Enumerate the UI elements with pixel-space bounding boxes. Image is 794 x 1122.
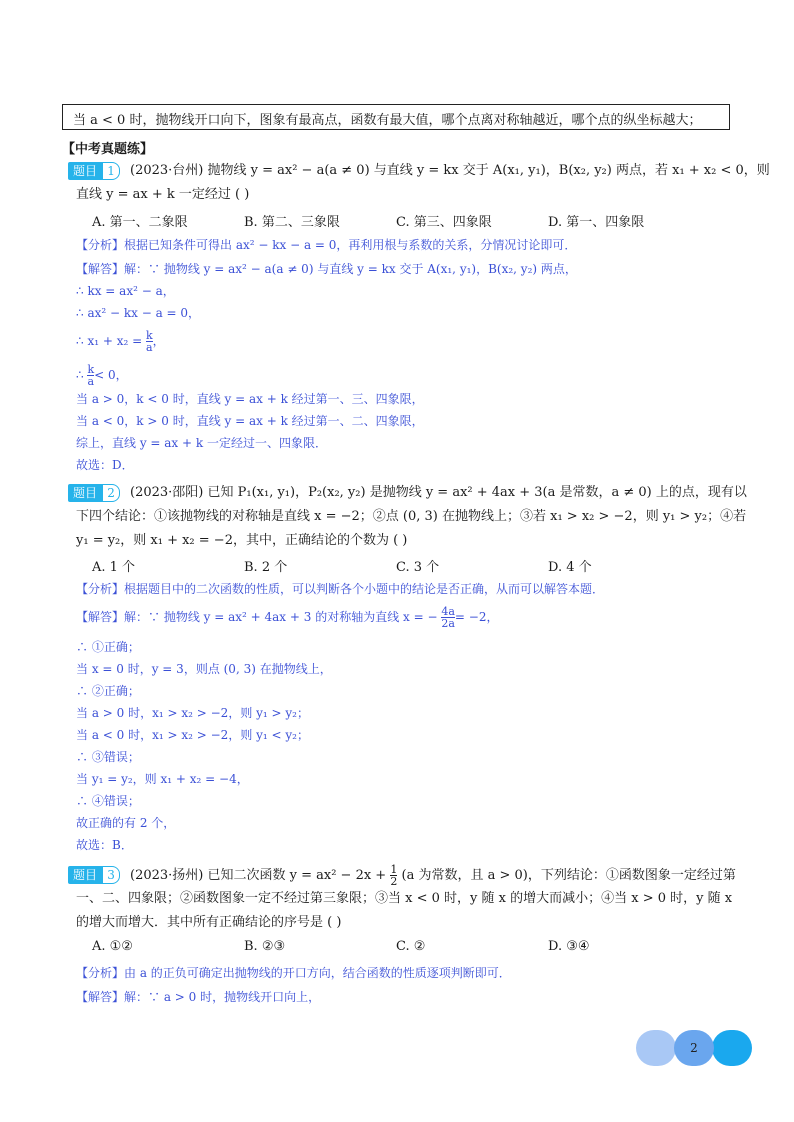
q2-solution-suffix: = −2， (454, 610, 499, 624)
page-number: 2 (690, 1041, 698, 1055)
q1-solution-suffix: ， (152, 334, 165, 348)
fraction-denominator: a (87, 375, 95, 388)
q3-solution-start: 【解答】解：∵ a > 0 时，抛物线开口向上， (76, 990, 321, 1004)
q1-option-c: C. 第三、四象限 (396, 215, 492, 230)
summary-text: 当 a < 0 时，抛物线开口向下，图象有最高点，函数有最大值，哪个点离对称轴越近，哪个点的纵坐标越大； (73, 113, 702, 128)
q1-stem-line1: (2023·台州) 抛物线 y = ax² − a(a ≠ 0) 与直线 y = kx 交于 A(x₁, y₁)，B(x₂, y₂) 两点，若 x₁ + x₂ < 0，则 (130, 163, 770, 178)
q2-solution-line: 当 x = 0 时，y = 3，则点 (0, 3) 在抛物线上， (76, 662, 332, 676)
page-number-badge (636, 1030, 752, 1066)
question-tag-2 (68, 484, 120, 502)
q1-analysis: 【分析】根据已知条件可得出 ax² − kx − a = 0，再利用根与系数的关系，分情况讨论即可． (76, 238, 577, 252)
question-tag-number: 2 (102, 484, 120, 502)
q2-option-d: D. 4 个 (548, 560, 592, 575)
q1-solution-prefix: ∴ x₁ + x₂ = (76, 334, 143, 348)
q2-option-c: C. 3 个 (396, 560, 440, 575)
q1-solution-line: 当 a < 0，k > 0 时，直线 y = ax + k 经过第一、二、四象限， (76, 414, 424, 428)
fraction-numerator: 4a (441, 605, 455, 618)
fraction-denominator: a (146, 341, 153, 354)
q3-stem-part-a: (2023·扬州) 已知二次函数 y = ax² − 2x + (130, 868, 387, 883)
q2-stem-line2: 下四个结论：①该抛物线的对称轴是直线 x = −2；②点 (0, 3) 在抛物线上；③若 x₁ > x₂ > −2，则 y₁ > y₂；④若 (76, 509, 747, 524)
q3-stem-line1 (130, 864, 736, 887)
q3-option-d: D. ③④ (548, 939, 590, 954)
q2-stem-line1: (2023·邵阳) 已知 P₁(x₁, y₁)，P₂(x₂, y₂) 是抛物线 y = ax² + 4ax + 3(a 是常数，a ≠ 0) 上的点，现有以 (130, 485, 747, 500)
q1-option-d: D. 第一、四象限 (548, 215, 645, 230)
q1-solution-prefix: ∴ (76, 368, 84, 382)
question-tag-number: 3 (102, 866, 120, 884)
q2-solution-line: 当 y₁ = y₂，则 x₁ + x₂ = −4， (76, 772, 249, 786)
q3-stem-part-b: (a 为常数，且 a > 0)，下列结论：①函数图象一定经过第 (401, 868, 736, 883)
pager-circle-right (712, 1030, 752, 1066)
question-tag-number: 1 (102, 162, 120, 180)
pager-circle-left (636, 1030, 676, 1066)
q3-stem-line2: 一、二、四象限；②函数图象一定不经过第三象限；③当 x < 0 时，y 随 x 的增大而减小；④当 x > 0 时，y 随 x (76, 891, 733, 906)
fraction-numerator: 1 (390, 863, 398, 876)
q1-option-b: B. 第二、三象限 (244, 215, 340, 230)
fraction-k-over-a (146, 330, 153, 353)
fraction-numerator: k (87, 363, 95, 376)
question-tag-1 (68, 162, 120, 180)
fraction-4a-over-2a (441, 606, 455, 629)
q1-solution-line: ∴ ax² − kx − a = 0， (76, 306, 201, 320)
fraction-numerator: k (146, 329, 153, 342)
q1-solution-fraction-line-1 (76, 330, 165, 353)
q3-option-b: B. ②③ (244, 939, 286, 954)
fraction-one-half (390, 864, 397, 887)
q3-option-c: C. ② (396, 939, 426, 954)
q2-solution-line: ∴ ④错误； (76, 794, 140, 808)
question-tag-3 (68, 866, 120, 884)
q2-solution-prefix: 【解答】解：∵ 抛物线 y = ax² + 4ax + 3 的对称轴为直线 x = − (76, 610, 438, 624)
q2-solution-line: 当 a < 0 时，x₁ > x₂ > −2，则 y₁ < y₂； (76, 728, 309, 742)
fraction-denominator: 2a (441, 617, 455, 630)
q1-solution-line: 综上，直线 y = ax + k 一定经过一、四象限． (76, 436, 327, 450)
question-tag-label: 题目 (68, 162, 102, 180)
q2-solution-head (76, 606, 498, 629)
q3-stem-line3: 的增大而增大．其中所有正确结论的序号是 ( ) (76, 915, 342, 930)
q2-solution-line: ∴ ①正确； (76, 640, 140, 654)
q1-solution-line: ∴ kx = ax² − a， (76, 284, 175, 298)
summary-box (62, 104, 730, 130)
q1-stem-line2: 直线 y = ax + k 一定经过 ( ) (76, 187, 250, 202)
q1-solution-line: 故选：D． (76, 458, 134, 472)
q2-solution-line: ∴ ③错误； (76, 750, 140, 764)
q2-solution-line: 故正确的有 2 个， (76, 816, 176, 830)
section-title: 【中考真题练】 (62, 142, 154, 157)
q1-solution-suffix: < 0， (94, 368, 128, 382)
q3-option-a: A. ①② (92, 939, 133, 954)
q1-solution-line: 当 a > 0，k < 0 时，直线 y = ax + k 经过第一、三、四象限， (76, 392, 424, 406)
fraction-denominator: 2 (390, 875, 398, 888)
q2-solution-line: ∴ ②正确； (76, 684, 140, 698)
q1-option-a: A. 第一、二象限 (92, 215, 188, 230)
q2-solution-line: 当 a > 0 时，x₁ > x₂ > −2，则 y₁ > y₂； (76, 706, 309, 720)
question-tag-label: 题目 (68, 484, 102, 502)
q3-analysis: 【分析】由 a 的正负可确定出抛物线的开口方向，结合函数的性质逐项判断即可． (76, 966, 511, 980)
q1-solution-line: 【解答】解：∵ 抛物线 y = ax² − a(a ≠ 0) 与直线 y = kx 交于 A(x₁, y₁)，B(x₂, y₂) 两点， (76, 262, 577, 276)
question-tag-label: 题目 (68, 866, 102, 884)
q2-option-a: A. 1 个 (92, 560, 136, 575)
q2-solution-line: 故选：B． (76, 838, 133, 852)
q1-solution-fraction-line-2 (76, 364, 128, 387)
q2-analysis: 【分析】根据题目中的二次函数的性质，可以判断各个小题中的结论是否正确，从而可以解答本题． (76, 582, 605, 596)
q2-stem-line3: y₁ = y₂，则 x₁ + x₂ = −2，其中，正确结论的个数为 ( ) (76, 533, 408, 548)
q2-option-b: B. 2 个 (244, 560, 288, 575)
